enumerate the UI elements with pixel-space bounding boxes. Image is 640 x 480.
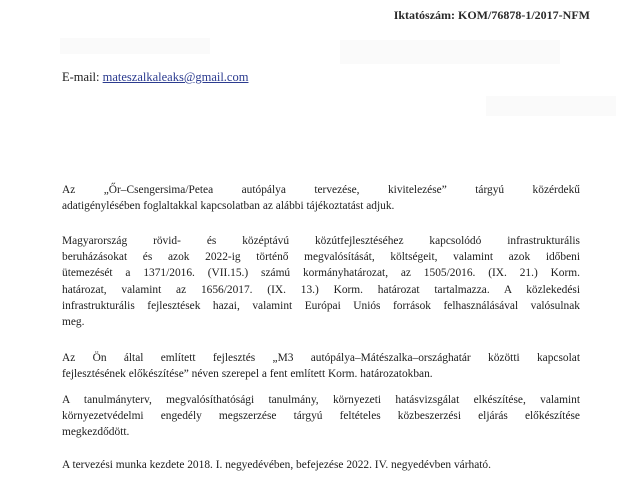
redacted-recipient-address — [340, 40, 560, 64]
registration-number — [394, 8, 590, 23]
paragraph-line: Magyarország rövid- és középtávú közútfejlesztéséhez kapcsolódó infrastrukturális — [62, 235, 580, 247]
paragraph-line: meg. — [62, 316, 85, 329]
paragraph-line: környezetvédelmi engedély megszerzése tárgyú feltételes közbeszerzési eljárás előkészítése — [62, 410, 580, 423]
paragraph-line: megkezdődött. — [62, 426, 130, 439]
registration-label: Iktatószám: — [393, 8, 456, 22]
registration-value: KOM/76878-1/2017-NFM — [458, 8, 590, 22]
redacted-recipient-name — [60, 38, 210, 54]
paragraph-line: adatigénylésében foglaltakkal kapcsolatban az alábbi tájékoztatást adjuk. — [62, 200, 395, 213]
paragraph-line: infrastrukturális fejlesztések hazai, valamint Európai Uniós források felhasználásával valósulnak — [62, 299, 580, 312]
paragraph-studies — [62, 392, 580, 441]
paragraph-intro — [62, 182, 580, 214]
paragraph-m3-development — [62, 350, 580, 382]
paragraph-line: Az „Őr–Csengersima/Petea autópálya tervezése, kivitelezése” tárgyú közérdekű — [62, 184, 580, 196]
paragraph-line: Az Ön által említett fejlesztés „M3 autópálya–Mátészalka–országhatár közötti kapcsolat — [62, 352, 580, 364]
paragraph-line: fejlesztésének előkészítése” néven szerepel a fent említett Korm. határozatokban. — [62, 368, 433, 381]
redacted-recipient-city — [486, 96, 616, 116]
paragraph-schedule — [62, 457, 580, 473]
paragraph-line: A tanulmányterv, megvalósíthatósági tanulmány, környezeti hatásvizsgálat elkészítése, valamint — [62, 394, 580, 406]
email-line — [62, 70, 248, 85]
paragraph-line: beruházásokat és azok 2022-ig történő megvalósítását, költségeit, valamint azok időbeni — [62, 251, 580, 264]
email-link[interactable]: mateszalkaleaks@gmail.com — [102, 70, 249, 84]
paragraph-line: A tervezési munka kezdete 2018. I. negyedévében, befejezése 2022. IV. negyedévben várható. — [62, 459, 491, 471]
paragraph-line: határozat, valamint az 1656/2017. (IX. 13.) Korm. határozat tartalmazza. A közlekedési — [62, 283, 580, 296]
paragraph-government-decisions — [62, 233, 580, 330]
email-label: E-mail: — [62, 70, 100, 84]
paragraph-line: ütemezését a 1371/2016. (VII.15.) számú kormányhatározat, az 1505/2016. (IX. 21.) Korm. — [62, 267, 580, 280]
